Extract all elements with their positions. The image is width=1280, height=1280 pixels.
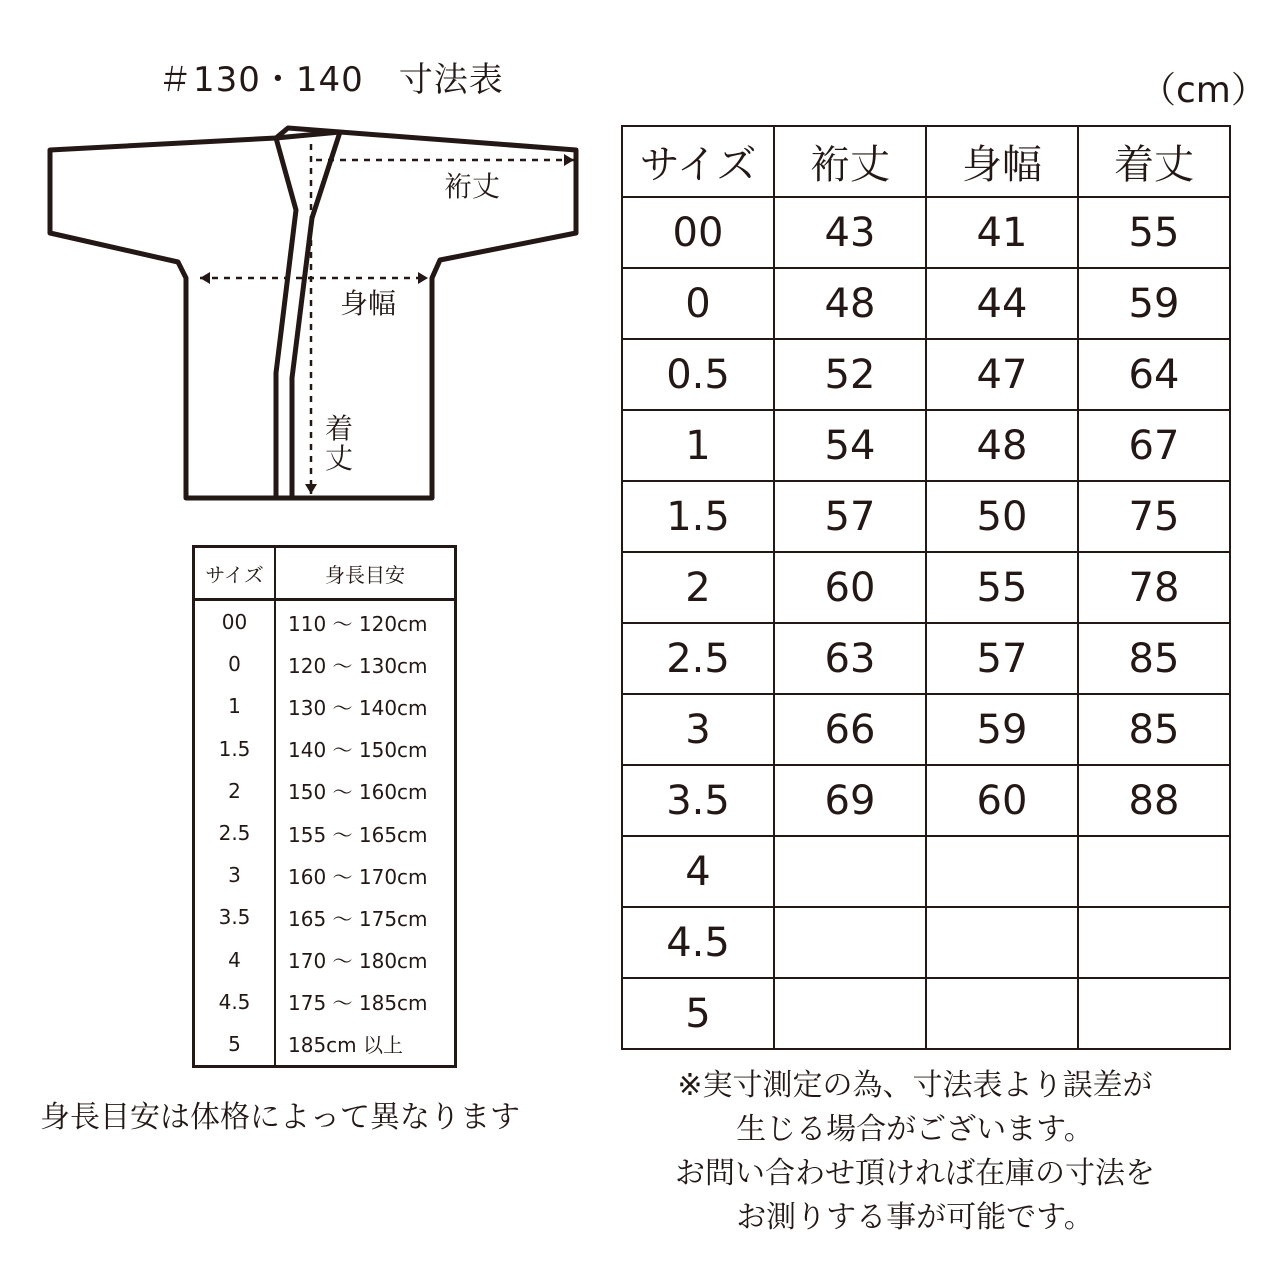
table-cell: 66 [774,694,926,765]
table-cell: 55 [1078,197,1230,268]
guide-row [194,728,456,770]
table-cell: 2 [622,552,774,623]
guide-height-cell: 170 ～ 180cm [288,949,428,974]
header-mihaba: 身幅 [926,126,1078,197]
table-cell: 0.5 [622,339,774,410]
yukitake-label: 裄丈 [444,170,501,203]
table-cell: 57 [774,481,926,552]
table-cell: 55 [926,552,1078,623]
table-cell: 00 [622,197,774,268]
guide-size-cell: 4.5 [194,981,276,1023]
table-cell: 88 [1078,765,1230,836]
guide-size-cell: 0 [194,643,276,685]
page-title: ＃130・140 寸法表 [158,60,504,100]
table-cell [926,907,1078,978]
table-cell: 0 [622,268,774,339]
guide-row [194,812,456,854]
guide-height-cell: 160 ～ 170cm [288,864,428,889]
table-cell: 47 [926,339,1078,410]
table-cell [1078,978,1230,1049]
table-row [622,339,1230,410]
table-cell: 57 [926,623,1078,694]
guide-height-cell: 150 ～ 160cm [288,780,428,805]
guide-size-cell: 1 [194,685,276,727]
guide-row [194,981,456,1023]
table-cell: 54 [774,410,926,481]
table-row [622,410,1230,481]
unit-label: （cm） [1140,70,1267,111]
guide-header-size: サイズ [194,547,276,600]
table-cell: 69 [774,765,926,836]
guide-size-cell: 00 [194,600,276,644]
guide-height-cell: 120 ～ 130cm [288,653,428,678]
notice-line: お問い合わせ頂ければ在庫の寸法を [675,1156,1155,1191]
table-cell [1078,907,1230,978]
guide-height-cell: 165 ～ 175cm [288,906,428,931]
measurement-notice [622,1064,1208,1240]
table-row [622,907,1230,978]
table-cell: 75 [1078,481,1230,552]
guide-row [194,685,456,727]
table-cell: 85 [1078,694,1230,765]
table-cell [1078,836,1230,907]
table-cell: 3 [622,694,774,765]
notice-line: お測りする事が可能です。 [736,1200,1094,1235]
table-cell: 50 [926,481,1078,552]
table-cell [926,836,1078,907]
table-row [622,552,1230,623]
table-cell: 48 [774,268,926,339]
guide-height-cell: 110 ～ 120cm [288,611,428,636]
guide-size-cell: 2.5 [194,812,276,854]
header-size: サイズ [622,126,774,197]
table-cell: 63 [774,623,926,694]
table-cell: 43 [774,197,926,268]
table-row [622,197,1230,268]
table-row [622,481,1230,552]
table-row [622,836,1230,907]
table-cell: 1.5 [622,481,774,552]
height-guide-note: 身長目安は体格によって異なります [40,1100,520,1135]
table-cell: 4 [622,836,774,907]
table-cell: 2.5 [622,623,774,694]
guide-size-cell: 5 [194,1023,276,1067]
guide-height-cell: 140 ～ 150cm [288,738,428,763]
notice-line: 生じる場合がございます。 [736,1112,1094,1147]
guide-row [194,939,456,981]
table-cell: 67 [1078,410,1230,481]
table-cell [926,978,1078,1049]
table-row [622,765,1230,836]
kitake-label-top: 着 [325,412,354,445]
table-cell [774,836,926,907]
table-cell [774,978,926,1049]
guide-row [194,1023,456,1067]
guide-size-cell: 1.5 [194,728,276,770]
guide-height-cell: 185cm 以上 [288,1033,404,1058]
guide-height-cell: 130 ～ 140cm [288,695,428,720]
table-cell: 52 [774,339,926,410]
table-cell: 48 [926,410,1078,481]
guide-height-cell: 175 ～ 185cm [288,991,428,1016]
table-cell: 5 [622,978,774,1049]
table-cell: 59 [1078,268,1230,339]
guide-size-cell: 3 [194,854,276,896]
table-cell: 60 [774,552,926,623]
table-cell: 64 [1078,339,1230,410]
guide-header-row [194,547,456,600]
guide-row [194,896,456,938]
size-dimension-table [621,125,1231,1050]
guide-row [194,643,456,685]
guide-size-cell: 2 [194,770,276,812]
table-row [622,268,1230,339]
table-row [622,978,1230,1049]
table-row [622,694,1230,765]
table-cell: 85 [1078,623,1230,694]
guide-size-cell: 4 [194,939,276,981]
notice-line: ※実寸測定の為、寸法表より誤差が [677,1068,1153,1103]
guide-row [194,600,456,644]
table-cell: 44 [926,268,1078,339]
table-cell: 41 [926,197,1078,268]
header-kitake: 着丈 [1078,126,1230,197]
table-cell: 3.5 [622,765,774,836]
guide-header-height: 身長目安 [275,547,456,600]
height-guide-table [192,545,457,1068]
table-cell: 60 [926,765,1078,836]
table-cell [774,907,926,978]
mihaba-label: 身幅 [340,287,397,320]
guide-size-cell: 3.5 [194,896,276,938]
table-cell: 78 [1078,552,1230,623]
kitake-label-bottom: 丈 [325,442,354,475]
guide-row [194,770,456,812]
guide-height-cell: 155 ～ 165cm [288,822,428,847]
garment-diagram [40,118,600,518]
table-cell: 1 [622,410,774,481]
table-row [622,623,1230,694]
header-yukitake: 裄丈 [774,126,926,197]
table-header-row [622,126,1230,197]
table-cell: 59 [926,694,1078,765]
guide-row [194,854,456,896]
table-cell: 4.5 [622,907,774,978]
